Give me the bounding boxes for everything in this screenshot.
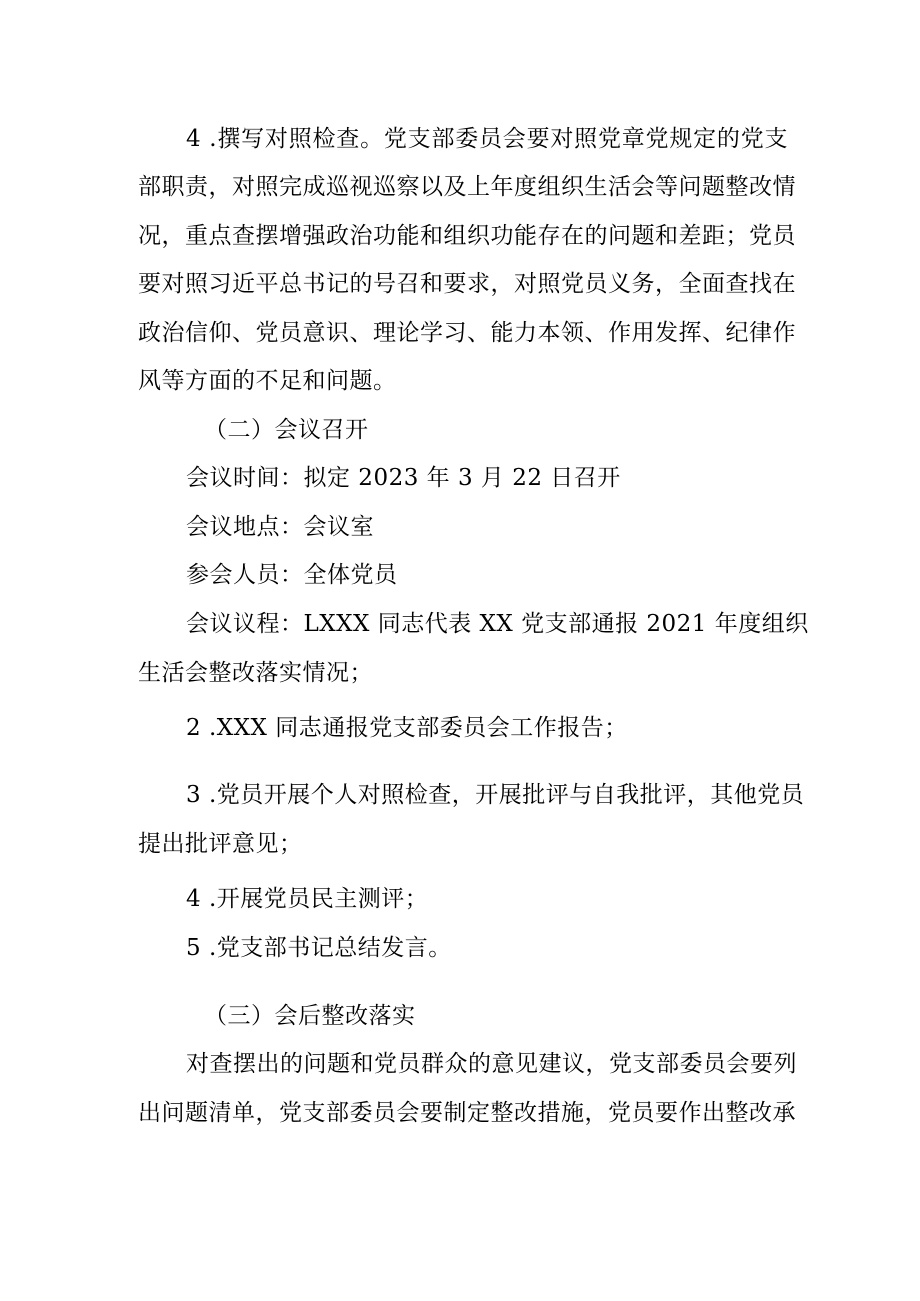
agenda-item: 2 .XXX 同志通报党支部委员会工作报告； <box>186 715 628 741</box>
meeting-location: 会议地点：会议室 <box>186 514 374 540</box>
paragraph-line: 政治信仰、党员意识、理论学习、能力本领、作用发挥、纪律作 <box>138 320 796 346</box>
agenda-item: 3 .党员开展个人对照检查，开展批评与自我批评，其他党员 <box>186 782 805 808</box>
paragraph-line: 要对照习近平总书记的号召和要求，对照党员义务，全面查找在 <box>138 271 796 297</box>
paragraph-line: 部职责，对照完成巡视巡察以及上年度组织生活会等问题整改情 <box>138 174 796 200</box>
paragraph-line: 4 .撰写对照检查。党支部委员会要对照党章党规定的党支 <box>186 126 788 152</box>
paragraph-line: 风等方面的不足和问题。 <box>138 368 397 394</box>
agenda-item: 4 .开展党员民主测评； <box>186 886 429 912</box>
paragraph-line: 况，重点查摆增强政治功能和组织功能存在的问题和差距；党员 <box>138 223 796 249</box>
meeting-attendees: 参会人员：全体党员 <box>186 562 398 588</box>
section-heading: （三）会后整改落实 <box>204 1003 416 1029</box>
section-heading: （二）会议召开 <box>204 417 369 443</box>
meeting-agenda: 会议议程：LXXX 同志代表 XX 党支部通报 2021 年度组织 <box>186 611 809 637</box>
meeting-time: 会议时间：拟定 2023 年 3 月 22 日召开 <box>186 465 621 491</box>
paragraph-line: 对查摆出的问题和党员群众的意见建议，党支部委员会要列 <box>186 1051 797 1077</box>
meeting-agenda-cont: 生活会整改落实情况； <box>138 660 373 686</box>
agenda-item-cont: 提出批评意见； <box>138 831 303 857</box>
agenda-item: 5 .党支部书记总结发言。 <box>186 935 452 961</box>
paragraph-line: 出问题清单，党支部委员会要制定整改措施，党员要作出整改承 <box>138 1100 796 1126</box>
